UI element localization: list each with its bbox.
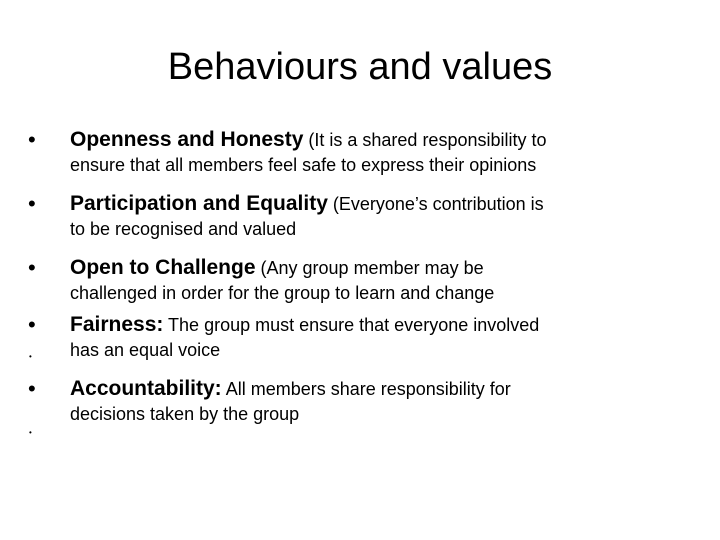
bullet-heading: Openness and Honesty (70, 128, 304, 151)
bullet-continuation: ensure that all members feel safe to express their opinions (70, 155, 537, 175)
bullet-first-line (70, 191, 544, 219)
bullet-detail: (Everyone’s contribution is (327, 194, 544, 214)
bullet-first-line (70, 312, 539, 340)
bullet-icon: • (28, 255, 36, 280)
bullet-icon: • (28, 127, 36, 152)
bullet-icon: • (28, 376, 36, 401)
bullet-heading: Fairness: (70, 313, 164, 336)
bullet-heading: Accountability: (70, 377, 222, 400)
slide-title: Behaviours and values (167, 46, 553, 88)
bullet-detail: (Any group member may be (255, 258, 484, 278)
bullet-continuation: to be recognised and valued (70, 219, 297, 239)
bullet-detail: (It is a shared responsibility to (303, 130, 547, 150)
bullet-heading: Participation and Equality (70, 192, 328, 215)
bullet-continuation: has an equal voice (70, 340, 221, 360)
stray-bullet-mark: • (29, 428, 32, 437)
stray-bullet-mark: • (29, 352, 32, 361)
bullet-detail: The group must ensure that everyone involved (163, 315, 540, 335)
bullet-heading: Open to Challenge (70, 256, 256, 279)
bullet-continuation: decisions taken by the group (70, 404, 300, 424)
bullet-icon: • (28, 191, 36, 216)
bullet-continuation: challenged in order for the group to learn and change (70, 283, 495, 303)
bullet-detail: All members share responsibility for (221, 379, 511, 399)
bullet-first-line (70, 127, 547, 155)
bullet-first-line (70, 255, 484, 283)
bullet-icon: • (28, 312, 36, 337)
bullet-first-line (70, 376, 511, 404)
